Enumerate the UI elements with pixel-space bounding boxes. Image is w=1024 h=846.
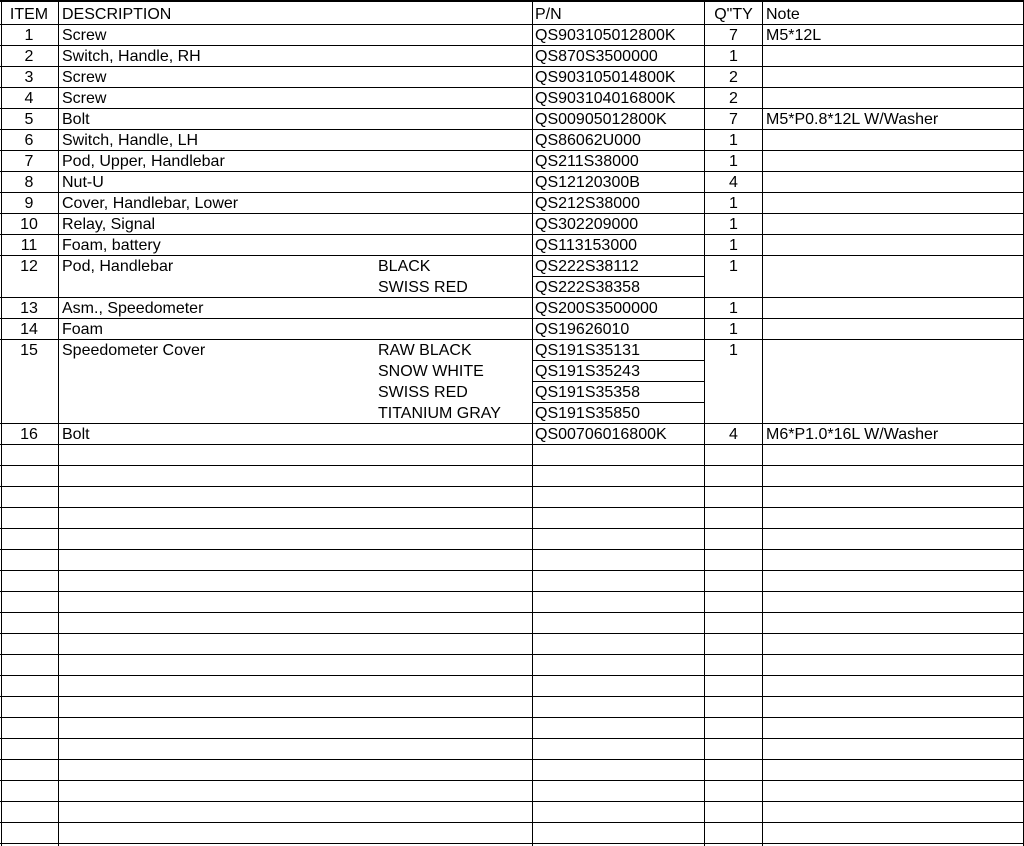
- part-number: QS19626010: [535, 321, 630, 338]
- item-number: 1: [24, 27, 34, 44]
- row-divider: [0, 717, 1024, 718]
- item-description: Nut-U: [62, 174, 104, 191]
- item-note: M5*12L: [766, 27, 822, 44]
- item-number: 4: [24, 90, 34, 107]
- row-divider: [0, 822, 1024, 823]
- item-number: 5: [24, 111, 34, 128]
- part-color: SWISS RED: [378, 384, 468, 401]
- part-color: [378, 25, 530, 46]
- item-note: [766, 46, 1022, 67]
- part-color: [378, 67, 530, 88]
- item-description: Bolt: [62, 426, 90, 443]
- item-number: 12: [20, 258, 38, 275]
- part-color: [378, 214, 530, 235]
- item-description: Foam, battery: [62, 237, 161, 254]
- part-color: [378, 319, 530, 340]
- item-number: 9: [24, 195, 34, 212]
- item-description: Pod, Handlebar: [62, 258, 174, 275]
- item-description: Screw: [62, 27, 107, 44]
- item-quantity: 1: [729, 216, 738, 233]
- item-quantity: 7: [729, 27, 738, 44]
- part-number: QS86062U000: [535, 132, 641, 149]
- item-note: [766, 172, 1022, 193]
- part-color: [378, 88, 530, 109]
- item-quantity: 1: [729, 48, 738, 65]
- row-divider: [0, 843, 1024, 844]
- header-item: ITEM: [9, 6, 49, 23]
- item-description: Pod, Upper, Handlebar: [62, 153, 225, 170]
- item-number: 11: [20, 237, 38, 254]
- item-quantity: 1: [729, 195, 738, 212]
- item-number: 2: [24, 48, 34, 65]
- part-number: QS191S35131: [535, 342, 640, 359]
- part-color: [378, 46, 530, 67]
- part-number: QS903105014800K: [535, 69, 676, 86]
- item-quantity: 1: [729, 258, 738, 275]
- item-note: [766, 67, 1022, 88]
- item-note: M5*P0.8*12L W/Washer: [766, 111, 939, 128]
- item-note: [766, 340, 1022, 361]
- row-divider: [0, 549, 1024, 550]
- row-divider: [0, 780, 1024, 781]
- part-color: [378, 172, 530, 193]
- item-number: 15: [20, 342, 38, 359]
- row-divider: [0, 654, 1024, 655]
- part-color: [378, 424, 530, 445]
- item-number: 6: [24, 132, 34, 149]
- item-description: Switch, Handle, LH: [62, 132, 199, 149]
- part-color: [378, 109, 530, 130]
- item-quantity: 1: [729, 237, 738, 254]
- part-color: SNOW WHITE: [378, 363, 484, 380]
- row-divider: [0, 801, 1024, 802]
- part-color: [378, 130, 530, 151]
- item-quantity: 2: [729, 69, 738, 86]
- part-number: QS191S35850: [535, 405, 640, 422]
- item-note: [766, 193, 1022, 214]
- part-number: QS191S35358: [535, 384, 640, 401]
- item-note: [766, 298, 1022, 319]
- item-quantity: 4: [729, 174, 738, 191]
- row-divider: [0, 570, 1024, 571]
- header-description: DESCRIPTION: [62, 6, 172, 23]
- part-color: [378, 298, 530, 319]
- item-description: Speedometer Cover: [62, 342, 206, 359]
- item-note: [766, 214, 1022, 235]
- row-divider: [0, 675, 1024, 676]
- part-number: QS12120300B: [535, 174, 640, 191]
- item-note: [766, 256, 1022, 277]
- header-note: Note: [766, 6, 800, 23]
- part-number: QS302209000: [535, 216, 639, 233]
- item-number: 8: [24, 174, 34, 191]
- row-divider: [0, 507, 1024, 508]
- row-divider: [0, 696, 1024, 697]
- item-note: [766, 319, 1022, 340]
- item-note: M6*P1.0*16L W/Washer: [766, 426, 939, 443]
- item-description: Asm., Speedometer: [62, 300, 204, 317]
- item-quantity: 7: [729, 111, 738, 128]
- part-color: BLACK: [378, 258, 431, 275]
- item-description: Cover, Handlebar, Lower: [62, 195, 239, 212]
- row-divider: [0, 738, 1024, 739]
- item-quantity: 1: [729, 153, 738, 170]
- item-note: [766, 235, 1022, 256]
- row-divider: [0, 612, 1024, 613]
- item-note: [766, 151, 1022, 172]
- item-number: 10: [20, 216, 38, 233]
- row-divider: [0, 591, 1024, 592]
- part-color: [378, 235, 530, 256]
- item-number: 7: [24, 153, 34, 170]
- item-description: Bolt: [62, 111, 90, 128]
- part-color: TITANIUM GRAY: [378, 405, 501, 422]
- part-color: SWISS RED: [378, 279, 468, 296]
- part-number: QS113153000: [535, 237, 638, 254]
- row-divider: [0, 486, 1024, 487]
- part-number: QS00905012800K: [535, 111, 667, 128]
- item-quantity: 1: [729, 132, 738, 149]
- item-description: Relay, Signal: [62, 216, 156, 233]
- item-description: Switch, Handle, RH: [62, 48, 201, 65]
- row-divider: [0, 528, 1024, 529]
- item-description: Screw: [62, 90, 107, 107]
- part-color: [378, 151, 530, 172]
- part-color: RAW BLACK: [378, 342, 472, 359]
- part-number: QS212S38000: [535, 195, 640, 212]
- part-number: QS870S3500000: [535, 48, 658, 65]
- part-number: QS191S35243: [535, 363, 640, 380]
- row-divider: [0, 444, 1024, 445]
- row-divider: [0, 633, 1024, 634]
- part-number: QS200S3500000: [535, 300, 658, 317]
- item-note: [766, 130, 1022, 151]
- header-qty: Q"TY: [714, 6, 753, 23]
- item-number: 14: [20, 321, 38, 338]
- part-number: QS222S38358: [535, 279, 640, 296]
- item-description: Screw: [62, 69, 107, 86]
- item-number: 3: [24, 69, 34, 86]
- part-number: QS00706016800K: [535, 426, 667, 443]
- part-number: QS211S38000: [535, 153, 639, 170]
- item-quantity: 1: [729, 342, 738, 359]
- item-description: Foam: [62, 321, 103, 338]
- row-divider: [0, 759, 1024, 760]
- part-number: QS903104016800K: [535, 90, 676, 107]
- header-pn: P/N: [535, 6, 562, 23]
- item-quantity: 1: [729, 300, 738, 317]
- item-quantity: 1: [729, 321, 738, 338]
- item-number: 13: [20, 300, 38, 317]
- item-number: 16: [20, 426, 38, 443]
- row-divider: [0, 465, 1024, 466]
- part-number: QS903105012800K: [535, 27, 676, 44]
- item-quantity: 2: [729, 90, 738, 107]
- part-number: QS222S38112: [535, 258, 639, 275]
- part-color: [378, 193, 530, 214]
- item-note: [766, 88, 1022, 109]
- item-quantity: 4: [729, 426, 738, 443]
